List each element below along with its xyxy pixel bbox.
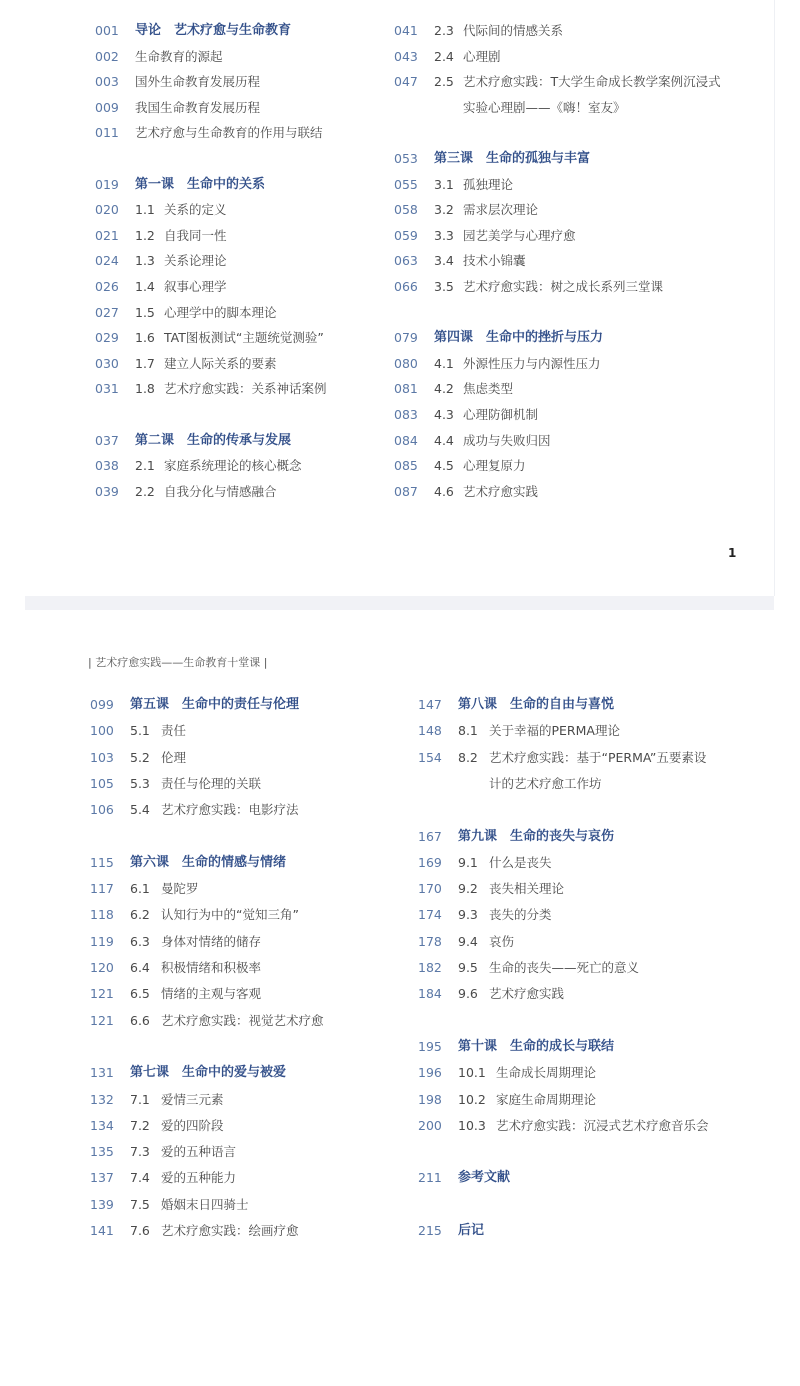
toc-title: 后记 [458,1223,485,1238]
toc-title: 技术小锦囊 [463,253,526,269]
toc-title: 代际间的情感关系 [463,23,564,38]
toc-page-number: 002 [95,48,119,64]
toc-title: 成功与失败归因 [463,432,551,448]
toc-page-number: 131 [90,1065,114,1081]
toc-section-number: 6.4 [130,960,150,975]
toc-section-number: 6.1 [130,881,150,897]
toc-page-number: 141 [90,1223,114,1238]
toc-section-number: 3.3 [434,227,454,243]
toc-title: 第九课 生命的丧失与哀伤 [458,828,615,844]
toc-title: 心理复原力 [463,458,526,474]
toc-section-number: 5.2 [130,749,150,765]
toc-section-number: 1.2 [135,227,155,243]
toc-section-number: 6.3 [130,933,150,949]
toc-title: 伦理 [161,749,187,765]
toc-page-number: 154 [418,749,442,765]
toc-title: 关于幸福的PERMA理论 [489,723,620,739]
toc-title: 参考文献 [458,1170,511,1186]
toc-section-number: 6.6 [130,1012,150,1028]
toc-title: 我国生命教育发展历程 [135,99,261,115]
toc-title: 建立人际关系的要素 [164,355,277,371]
toc-section-number: 1.8 [135,381,155,397]
toc-page-number: 137 [90,1170,114,1186]
toc-title: 第一课 生命中的关系 [135,176,266,192]
toc-title: 心理学中的脚本理论 [164,304,277,320]
toc-page-number: 003 [95,74,119,90]
toc-section-number: 5.4 [130,802,150,818]
toc-section-number: 1.4 [135,279,155,294]
toc-title: 积极情绪和积极率 [161,960,262,975]
toc-title: 叙事心理学 [164,279,227,294]
toc-page-number: 021 [95,227,119,243]
toc-title: 情绪的主观与客观 [161,986,262,1002]
toc-section-number: 2.5 [434,74,454,90]
toc-section-number: 10.3 [458,1117,486,1133]
toc-section-number: 5.3 [130,775,150,791]
toc-page-number: 038 [95,458,119,474]
toc-title: 艺术疗愈实践：视觉艺术疗愈 [161,1012,324,1028]
toc-page-number: 169 [418,854,442,870]
toc-page-number: 211 [418,1170,442,1186]
toc-page-number: 039 [95,483,119,499]
toc-title: 心理剧 [463,48,501,64]
toc-title: 什么是丧失 [489,854,552,870]
toc-title: 生命成长周期理论 [496,1065,597,1081]
toc-title: 艺术疗愈实践：T大学生命成长教学案例沉浸式 [463,74,721,90]
toc-page-number: 099 [90,697,114,712]
toc-title: 艺术疗愈与生命教育的作用与联结 [135,125,323,141]
toc-title: 责任与伦理的关联 [161,775,262,791]
toc-title: 婚姻末日四骑士 [161,1196,249,1212]
toc-title: 需求层次理论 [463,202,539,218]
toc-page-number: 121 [90,986,114,1002]
toc-title: 丧失的分类 [489,907,552,923]
toc-page-number: 031 [95,381,119,397]
page-number: 1 [728,546,737,560]
toc-page-number: 120 [90,960,114,975]
toc-section-number: 7.5 [130,1196,150,1212]
toc-title: 责任 [161,723,187,739]
toc-title: 第五课 生命中的责任与伦理 [130,697,300,712]
toc-title: 导论 艺术疗愈与生命教育 [135,23,292,38]
toc-page-number: 066 [394,279,418,294]
toc-page-number: 079 [394,330,418,346]
toc-page-number: 019 [95,176,119,192]
toc-title: 丧失相关理论 [489,881,565,897]
toc-page-number: 182 [418,960,442,975]
toc-title: 身体对情绪的储存 [161,933,262,949]
toc-section-number: 3.1 [434,176,454,192]
toc-page-number: 103 [90,749,114,765]
toc-page-number: 196 [418,1065,442,1081]
toc-title: 认知行为中的“觉知三角” [161,907,299,923]
toc-page-number: 121 [90,1012,114,1028]
toc-page-number: 215 [418,1223,442,1238]
toc-title: 国外生命教育发展历程 [135,74,261,90]
toc-section-number: 7.1 [130,1091,150,1107]
toc-title: 第七课 生命中的爱与被爱 [130,1065,287,1081]
toc-page-number: 105 [90,775,114,791]
toc-section-number: 10.2 [458,1091,486,1107]
toc-title: 艺术疗愈实践：树之成长系列三堂课 [463,279,664,294]
toc-page-number: 167 [418,828,442,844]
page-gap [25,596,774,610]
toc-section-number: 8.1 [458,723,478,739]
toc-page-number: 011 [95,125,119,141]
toc-section-number: 9.3 [458,907,478,923]
toc-title: 生命的丧失——死亡的意义 [489,960,640,975]
toc-page-2 [0,611,800,1386]
toc-section-number: 4.6 [434,483,454,499]
toc-section-number: 4.2 [434,381,454,397]
toc-page-number: 059 [394,227,418,243]
toc-page-number: 047 [394,74,418,90]
toc-page-number: 147 [418,697,442,712]
toc-page-number: 029 [95,330,119,346]
toc-page-number: 170 [418,881,442,897]
toc-page-number: 024 [95,253,119,269]
toc-section-number: 3.5 [434,279,454,294]
toc-title: 第二课 生命的传承与发展 [135,432,292,448]
toc-page-number: 178 [418,933,442,949]
toc-section-number: 1.7 [135,355,155,371]
toc-page-1 [25,0,775,596]
toc-section-number: 9.1 [458,854,478,870]
toc-title: 园艺美学与心理疗愈 [463,227,576,243]
toc-section-number: 5.1 [130,723,150,739]
toc-title: TAT图板测试“主题统觉测验” [164,330,324,346]
toc-title: 艺术疗愈实践：关系神话案例 [164,381,327,397]
toc-title: 关系论理论 [164,253,227,269]
toc-section-number: 7.6 [130,1223,150,1238]
toc-page-number: 020 [95,202,119,218]
running-head: | 艺术疗愈实践——生命教育十堂课 | [88,656,268,669]
toc-title: 艺术疗愈实践：基于“PERMA”五要素设 [489,749,707,765]
toc-page-number: 085 [394,458,418,474]
toc-title: 焦虑类型 [463,381,514,397]
toc-page-number: 184 [418,986,442,1002]
toc-section-number: 1.6 [135,330,155,346]
toc-title: 艺术疗愈实践：沉浸式艺术疗愈音乐会 [496,1117,709,1133]
toc-section-number: 8.2 [458,749,478,765]
toc-page-number: 043 [394,48,418,64]
toc-page-number: 148 [418,723,442,739]
toc-title: 自我分化与情感融合 [164,483,277,499]
toc-page-number: 084 [394,432,418,448]
toc-section-number: 2.2 [135,483,155,499]
toc-title: 家庭系统理论的核心概念 [164,458,302,474]
toc-title: 第三课 生命的孤独与丰富 [434,151,591,166]
toc-page-number: 118 [90,907,114,923]
toc-section-number: 4.5 [434,458,454,474]
toc-section-number: 6.5 [130,986,150,1002]
toc-title: 哀伤 [489,933,515,949]
toc-page-number: 106 [90,802,114,818]
toc-page-number: 063 [394,253,418,269]
toc-page-number: 027 [95,304,119,320]
toc-title: 第八课 生命的自由与喜悦 [458,697,615,712]
toc-title: 外源性压力与内源性压力 [463,355,601,371]
toc-section-number: 9.2 [458,881,478,897]
toc-page-number: 058 [394,202,418,218]
toc-page-number: 134 [90,1117,114,1133]
toc-title: 生命教育的源起 [135,48,223,64]
toc-title: 爱的五种能力 [161,1170,237,1186]
toc-title: 第六课 生命的情感与情绪 [130,854,287,870]
toc-page-number: 139 [90,1196,114,1212]
toc-page-number: 037 [95,432,119,448]
toc-page-number: 030 [95,355,119,371]
toc-page-number: 132 [90,1091,114,1107]
toc-page-number: 135 [90,1144,114,1160]
toc-title: 实验心理剧——《嗨！室友》 [463,99,626,115]
toc-title: 爱的四阶段 [161,1117,224,1133]
toc-title: 艺术疗愈实践：电影疗法 [161,802,299,818]
toc-section-number: 6.2 [130,907,150,923]
toc-section-number: 7.3 [130,1144,150,1160]
toc-title: 爱情三元素 [161,1091,224,1107]
toc-page-number: 117 [90,881,114,897]
toc-section-number: 7.4 [130,1170,150,1186]
toc-section-number: 9.4 [458,933,478,949]
toc-section-number: 4.4 [434,432,454,448]
toc-page-number: 115 [90,854,114,870]
toc-page-number: 055 [394,176,418,192]
toc-title: 计的艺术疗愈工作坊 [489,775,602,791]
toc-page-number: 001 [95,23,119,38]
toc-title: 曼陀罗 [161,881,199,897]
toc-title: 心理防御机制 [463,407,539,422]
toc-title: 第十课 生命的成长与联结 [458,1038,615,1054]
toc-section-number: 3.2 [434,202,454,218]
toc-section-number: 2.4 [434,48,454,64]
toc-section-number: 3.4 [434,253,454,269]
toc-title: 第四课 生命中的挫折与压力 [434,330,604,346]
toc-page-number: 087 [394,483,418,499]
toc-page-number: 198 [418,1091,442,1107]
toc-page-number: 041 [394,23,418,38]
toc-page-number: 174 [418,907,442,923]
toc-section-number: 10.1 [458,1065,486,1081]
toc-page-number: 200 [418,1117,442,1133]
toc-section-number: 4.3 [434,407,454,422]
toc-title: 艺术疗愈实践 [463,483,539,499]
toc-title: 家庭生命周期理论 [496,1091,597,1107]
toc-section-number: 1.5 [135,304,155,320]
toc-title: 艺术疗愈实践 [489,986,565,1002]
toc-section-number: 4.1 [434,355,454,371]
toc-title: 孤独理论 [463,176,514,192]
toc-page-number: 195 [418,1038,442,1054]
toc-page-number: 083 [394,407,418,422]
toc-page-number: 119 [90,933,114,949]
toc-page-number: 081 [394,381,418,397]
toc-section-number: 9.6 [458,986,478,1002]
toc-page-number: 080 [394,355,418,371]
toc-section-number: 1.1 [135,202,155,218]
toc-title: 爱的五种语言 [161,1144,237,1160]
toc-title: 艺术疗愈实践：绘画疗愈 [161,1223,299,1238]
toc-page-number: 100 [90,723,114,739]
toc-title: 关系的定义 [164,202,227,218]
toc-section-number: 2.3 [434,23,454,38]
toc-page-number: 026 [95,279,119,294]
toc-title: 自我同一性 [164,227,227,243]
toc-section-number: 2.1 [135,458,155,474]
toc-page-number: 009 [95,99,119,115]
toc-section-number: 7.2 [130,1117,150,1133]
toc-section-number: 1.3 [135,253,155,269]
toc-section-number: 9.5 [458,960,478,975]
toc-page-number: 053 [394,151,418,166]
